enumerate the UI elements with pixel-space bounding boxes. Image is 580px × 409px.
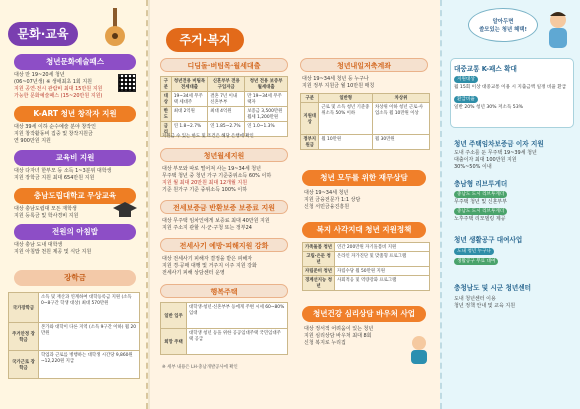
table-row xyxy=(161,77,288,92)
education-cost-heading: 교육비 지원 xyxy=(14,150,136,166)
table-cell: 일반 입주 xyxy=(161,303,187,329)
fraud-heading: 전세사기 예방·피해지원 강화 xyxy=(160,238,288,252)
education-cost-line: 대상 다자녀 한부모 등 소득 1~3분위 대학생 xyxy=(14,168,112,174)
monthly-rent-heading: 청년월세지원 xyxy=(160,148,288,162)
savings-table xyxy=(300,93,430,150)
rent-interest-line: 30%~50% 이내 xyxy=(454,164,492,170)
table-row xyxy=(9,323,140,351)
rent-interest-heading: 청년 주택임차보증금 이자 지원 xyxy=(454,140,544,148)
live-together-line: 무주택 청년 및 신혼부부 xyxy=(454,199,508,205)
rush-heading: 청년 모두를 위한 재무상담 xyxy=(302,170,426,186)
breakfast-line: 대상 충남 도내 대학생 xyxy=(14,242,63,248)
rush-line: 신청 서민금융진흥원 xyxy=(304,204,350,210)
section-title-culture: 문화·교육 xyxy=(8,22,78,46)
table-cell: 희망 주택 xyxy=(161,329,187,355)
table-row xyxy=(301,135,430,150)
table-cell: 연 1.0~1.3% xyxy=(245,122,288,137)
table-header: 신혼부부 전용 구입자금 xyxy=(208,77,245,92)
table-cell: 주거안정 장학금 xyxy=(9,323,39,351)
qr-code[interactable] xyxy=(118,74,136,92)
table-cell: 차상위 이하 청년 근로·사업소득 월 10만원 이상 xyxy=(372,103,429,135)
graduation-cap-icon xyxy=(112,200,138,222)
table-cell: 최대 2억원 xyxy=(171,107,208,122)
table-row xyxy=(301,103,430,135)
table-header: 일반형 xyxy=(319,94,373,103)
kpass-line: 일반 20% 청년 30% 저소득 53% xyxy=(454,105,523,110)
table-row xyxy=(161,92,288,107)
table-cell: 최대 4억원 xyxy=(208,107,245,122)
mind-heading: 청년건강 심리상담 바우처 사업 xyxy=(302,306,426,322)
table-row xyxy=(161,303,288,329)
kpass-badge: 지원대상 xyxy=(454,76,478,83)
tool-rental-heading: 청년 생활공구 대여사업 xyxy=(454,236,523,244)
student-illustration-icon xyxy=(542,10,574,50)
rush-line: 대상 19~34세 청년 xyxy=(304,190,349,196)
table-cell: 자립준비 청년 xyxy=(303,267,335,276)
mind-line: 신청 복지로 누리집 xyxy=(304,340,346,346)
culture-pass-line: 지원 공연·전시 관람비 최대 15만원 지원 xyxy=(14,86,103,92)
table-header: 청년전용 버팀목 전세대출 xyxy=(171,77,208,92)
savings-heading: 청년내일저축계좌 xyxy=(300,58,428,72)
kpass-line: 월 15회 이상 대중교통 이용 시 지출금액 일정 비율 환급 xyxy=(454,85,567,90)
table-cell: 만 19~34세 무주택자 xyxy=(245,92,288,107)
tool-rental-badge: 도내 청년 누구나 xyxy=(454,248,494,255)
guitar-icon xyxy=(100,6,130,48)
scholarship-table xyxy=(8,292,140,379)
mind-line: 지원 심리상담 바우처 최대 8회 xyxy=(304,333,372,339)
table-cell: 자립수당 월 50만원 지원 xyxy=(335,267,430,276)
section-title-housing: 주거·복지 xyxy=(166,28,244,52)
table-row xyxy=(301,94,430,103)
table-row xyxy=(161,107,288,122)
culture-pass-line: 대상 만 19~20세 청년 xyxy=(14,72,65,78)
table-header: 구분 xyxy=(161,77,172,92)
table-row xyxy=(9,293,140,323)
table-cell: 월 10만원 xyxy=(319,135,373,150)
breakfast-heading: 전원의 아침밥 xyxy=(14,224,136,240)
free-education-heading: 충남도립대학교 무상교육 xyxy=(14,188,136,204)
kart-line: 지원 창작활동비 집중 및 창작지원금 xyxy=(14,131,93,137)
panel-culture-education xyxy=(0,0,148,409)
table-cell: 본가와 대학이 다른 지역 (소득 9구간 이하) 월 20만원 xyxy=(39,323,140,351)
table-cell: 연 1.8~2.7% xyxy=(171,122,208,137)
table-cell: 금리 xyxy=(161,122,172,137)
table-cell: 학업과 근로를 병행하는 대학생 시간당 9,860원~12,220원 지급 xyxy=(39,351,140,379)
fraud-line: 전세사기 피해 상담센터 운영 xyxy=(162,270,225,276)
monthly-rent-line: 무주택 청년 중 청년 가구 기준중위소득 60% 이하 xyxy=(162,173,272,179)
table-header: 구분 xyxy=(301,94,319,103)
housing-table xyxy=(160,302,288,355)
person-illustration-icon xyxy=(406,334,432,364)
table-cell: 사회적응 및 역량강화 프로그램 xyxy=(335,276,430,291)
table-header: 청년 전용 보증부 월세대출 xyxy=(245,77,288,92)
table-row xyxy=(303,252,430,267)
table-cell: 근로 및 소득 청년 기준중위소득 50% 이하 xyxy=(319,103,373,135)
mind-line: 대상 정서적 어려움이 있는 청년 xyxy=(304,326,374,332)
table-cell: 대상 xyxy=(161,92,172,107)
youth-center-line: 도내 청년센터 이용 xyxy=(454,296,496,302)
bubble-line: 알아두면 xyxy=(492,19,514,25)
fraud-line: 대상 전세사기 피해자 결정을 받은 피해자 xyxy=(162,256,253,262)
table-row xyxy=(9,351,140,379)
savings-line: 지원 정부 지원금 월 10만원 매칭 xyxy=(302,83,375,89)
table-row xyxy=(303,267,430,276)
table-cell: 고립·은둔 청년 xyxy=(303,252,335,267)
rush-line: 지원 금융전문가 1:1 상담 xyxy=(304,197,361,203)
free-education-line: 대상 충남도립대 모든 재학생 xyxy=(14,206,77,212)
education-cost-line: 지원 장학금 지원 최대 654만원 지원 xyxy=(14,175,95,181)
kart-heading: K-ART 청년 창작자 지원 xyxy=(14,106,136,122)
table-cell: 온라인 자가진단 및 맞춤형 프로그램 xyxy=(335,252,430,267)
welfare-table xyxy=(302,242,430,291)
kpass-badge: 환급비율 xyxy=(454,96,478,103)
panel-housing-welfare xyxy=(150,0,440,409)
loan-note: 지원금 수 있는 한도 및 조건은 해당 은행에 확인 xyxy=(162,134,254,139)
monthly-rent-line: 대상 부모와 따로 떨어져 사는 19~34세 청년 xyxy=(162,166,261,172)
monthly-rent-line: 기준 원가구 기준 중위소득 100% 이하 xyxy=(162,187,248,193)
scholarship-heading: 장학금 xyxy=(14,270,136,286)
breakfast-line: 지원 아침밥 천원 제공 및 식단 지원 xyxy=(14,249,92,255)
deposit-heading: 전세보증금 반환보증 보증료 지원 xyxy=(160,200,288,214)
table-cell: 월 30만원 xyxy=(372,135,429,150)
table-cell: 연간 200만원 자기돌봄비 지원 xyxy=(335,243,430,252)
table-cell: 연 1.85~2.7% xyxy=(208,122,245,137)
deposit-line: 지원 주소지 관할 시·군·구청 또는 정부24 xyxy=(162,225,252,231)
free-education-line: 지원 등록금 및 학사경비 지원 xyxy=(14,213,79,219)
table-cell: 한도 xyxy=(161,107,172,122)
table-cell: 19~34세 무주택 세대주 xyxy=(171,92,208,107)
housing-footnote: ※ 세부 내용은 LH·충남개발공사에 확인 xyxy=(162,365,238,370)
table-cell: 가족돌봄 청년 xyxy=(303,243,335,252)
rent-interest-line: 도내 주소를 둔 무주택 19~39세 청년 xyxy=(454,150,537,156)
monthly-rent-line: 지원 월 최대 20만원 최대 12개월 지원 xyxy=(162,180,248,186)
table-cell: 국가장학금 xyxy=(9,293,39,323)
table-cell: 국가근로 장학금 xyxy=(9,351,39,379)
culture-pass-line: 가능한 문화예술패스 (15~20만원 지원) xyxy=(14,93,103,99)
live-together-heading: 충남형 리브투게더 xyxy=(454,180,508,188)
kart-line: 대상 39세 이하 순수예술 분야 창작인 xyxy=(14,124,96,130)
rent-interest-line: 대출이자 최대 100만원 지원 xyxy=(454,157,517,163)
bubble-line: 쓸모있는 청년 혜택! xyxy=(479,27,527,33)
table-cell: 대학생·청년·신혼부부 등에게 주변 시세 60~80% 임대 xyxy=(187,303,288,329)
table-cell: 대학생 청년 등을 위한 공공임대주택 국민임대주택 공급 xyxy=(187,329,288,355)
savings-line: 대상 19~34세 청년 등 누구나 xyxy=(302,76,369,82)
table-header: 차상위 xyxy=(372,94,429,103)
speech-bubble xyxy=(468,8,538,42)
table-cell: 소득 및 재산과 연계하여 대학등록금 지원 (소득 0~8구간 학생 대상) 최대 570만원 xyxy=(39,293,140,323)
table-cell: 정부지원금 xyxy=(301,135,319,150)
welfare-heading: 복지 사각지대 청년 지원정책 xyxy=(302,222,426,238)
table-row xyxy=(303,243,430,252)
culture-pass-heading: 청년문화예술패스 xyxy=(14,54,136,70)
live-together-badge: 충남도 도시 리브투게더 xyxy=(454,208,507,215)
loan-table xyxy=(160,76,288,137)
live-together-line: 노후주택 리모델링 제공 xyxy=(454,216,506,222)
deposit-line: 대상 무주택 임차인에게 보증료 최대 40만원 지원 xyxy=(162,218,270,224)
table-row xyxy=(303,276,430,291)
kart-line: 연 900만원 지원 xyxy=(14,138,51,144)
kpass-heading: 대중교통 K-패스 확대 xyxy=(454,65,517,73)
fraud-line: 지원 경·공매 대행 및 거주지 이주 지원 강화 xyxy=(162,263,257,269)
youth-center-heading: 충청남도 및 시군 청년센터 xyxy=(454,284,531,292)
table-cell: 경계선지능 청년 xyxy=(303,276,335,291)
loan-heading: 디딤돌·버팀목·월세대출 xyxy=(160,58,288,72)
tool-rental-badge: 생활공구 무료 대여 xyxy=(454,258,498,265)
youth-center-line: 청년 정책 안내 및 교육 지원 xyxy=(454,303,516,309)
housing-heading: 행복주택 xyxy=(160,284,288,298)
live-together-badge: 충남도 도시 리브투게더 xyxy=(454,191,507,198)
table-cell: 보증금 3,500만원 월세 1,200만원 xyxy=(245,107,288,122)
table-cell: 결혼 7년 이내 신혼부부 xyxy=(208,92,245,107)
culture-pass-line: (06~07년생) ※ 생애최초 1회 지원 xyxy=(14,79,93,85)
table-cell: 지원대상 xyxy=(301,103,319,135)
panel-youth-benefits xyxy=(440,0,580,409)
table-row xyxy=(161,329,288,355)
